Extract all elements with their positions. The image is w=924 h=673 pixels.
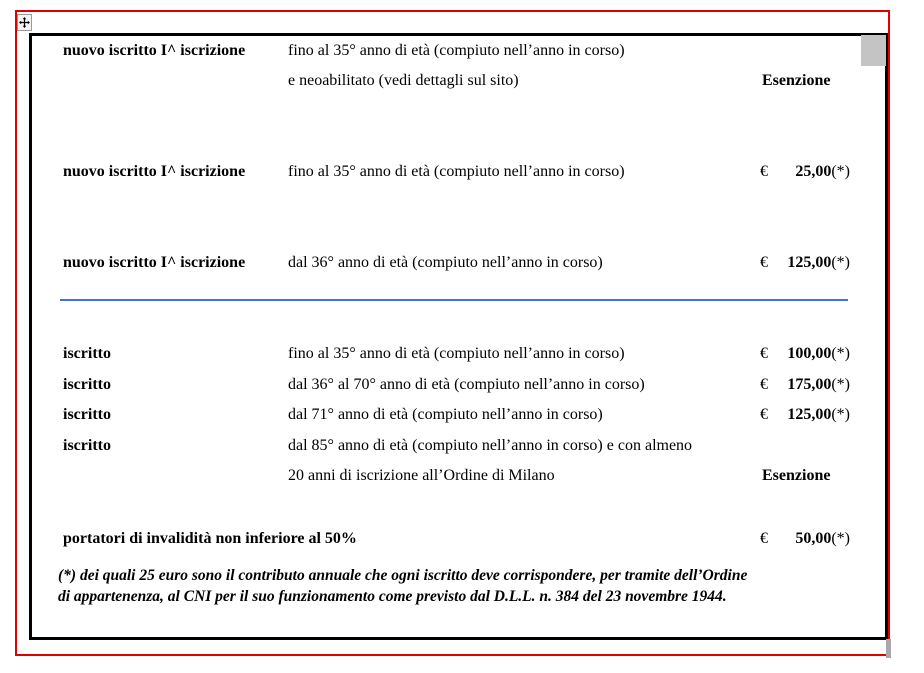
fee-table-row — [0, 70, 924, 91]
fee-cell — [760, 343, 850, 364]
category-label: portatori di invalidità non inferiore al 50% — [63, 530, 357, 547]
currency-symbol: € — [760, 376, 768, 393]
asterisk-marker: (*) — [831, 376, 850, 393]
currency-symbol: € — [760, 406, 768, 423]
currency-symbol: € — [760, 530, 768, 547]
fee-table-row — [0, 528, 924, 549]
category-label: iscritto — [63, 345, 111, 362]
fee-table-row — [0, 343, 924, 364]
exemption-label: Esenzione — [762, 467, 831, 484]
fee-cell — [760, 161, 850, 182]
fee-table-row — [0, 252, 924, 273]
fee-cell — [760, 252, 850, 273]
fee-table-row — [0, 435, 924, 456]
fee-amount: 125,00 — [787, 254, 832, 271]
asterisk-marker: (*) — [831, 530, 850, 547]
description-text: dal 36° anno di età (compiuto nell’anno in corso) — [288, 254, 603, 271]
fee-amount: 100,00 — [787, 345, 832, 362]
fee-cell — [760, 528, 850, 549]
fee-cell — [760, 374, 850, 395]
description-text: fino al 35° anno di età (compiuto nell’anno in corso) — [288, 163, 625, 180]
category-label: nuovo iscritto I^ iscrizione — [63, 163, 246, 180]
move-arrows-icon — [19, 17, 30, 28]
description-text: 20 anni di iscrizione all’Ordine di Milano — [288, 467, 555, 484]
description-text: dal 36° al 70° anno di età (compiuto nell’anno in corso) — [288, 376, 645, 393]
currency-symbol: € — [760, 163, 768, 180]
description-text: fino al 35° anno di età (compiuto nell’anno in corso) — [288, 42, 625, 59]
category-label: iscritto — [63, 376, 111, 393]
asterisk-marker: (*) — [831, 254, 850, 271]
scrollbar-end-strip[interactable] — [886, 639, 891, 658]
category-label: nuovo iscritto I^ iscrizione — [63, 254, 246, 271]
description-text: e neoabilitato (vedi dettagli sul sito) — [288, 72, 519, 89]
fee-amount: 175,00 — [787, 376, 832, 393]
fee-table-row — [0, 40, 924, 61]
asterisk-marker: (*) — [831, 345, 850, 362]
description-text: fino al 35° anno di età (compiuto nell’anno in corso) — [288, 345, 625, 362]
footnote-line: di appartenenza, al CNI per il suo funzionamento come previsto dal D.L.L. n. 384 del 23 novembre 1944. — [58, 588, 727, 605]
exemption-label: Esenzione — [762, 72, 831, 89]
fee-amount: 125,00 — [787, 406, 832, 423]
fee-table-row — [0, 161, 924, 182]
fee-table-row — [0, 465, 924, 486]
fee-cell — [760, 465, 850, 486]
fee-table-row — [0, 374, 924, 395]
category-label: iscritto — [63, 437, 111, 454]
description-text: dal 85° anno di età (compiuto nell’anno in corso) e con almeno — [288, 437, 693, 454]
currency-symbol: € — [760, 345, 768, 362]
category-label: nuovo iscritto I^ iscrizione — [63, 42, 246, 59]
fee-cell — [760, 70, 850, 91]
currency-symbol: € — [760, 254, 768, 271]
fee-table-row — [0, 404, 924, 425]
footnote-line: (*) dei quali 25 euro sono il contributo annuale che ogni iscritto deve corrispondere, per tramite dell’Ordine — [58, 567, 748, 584]
asterisk-marker: (*) — [831, 406, 850, 423]
description-text: dal 71° anno di età (compiuto nell’anno in corso) — [288, 406, 603, 423]
category-label: iscritto — [63, 406, 111, 423]
section-divider-line — [60, 299, 848, 301]
table-move-handle[interactable] — [17, 14, 32, 31]
fee-amount: 50,00 — [795, 530, 832, 547]
asterisk-marker: (*) — [831, 163, 850, 180]
fee-amount: 25,00 — [795, 163, 832, 180]
fee-cell — [760, 404, 850, 425]
